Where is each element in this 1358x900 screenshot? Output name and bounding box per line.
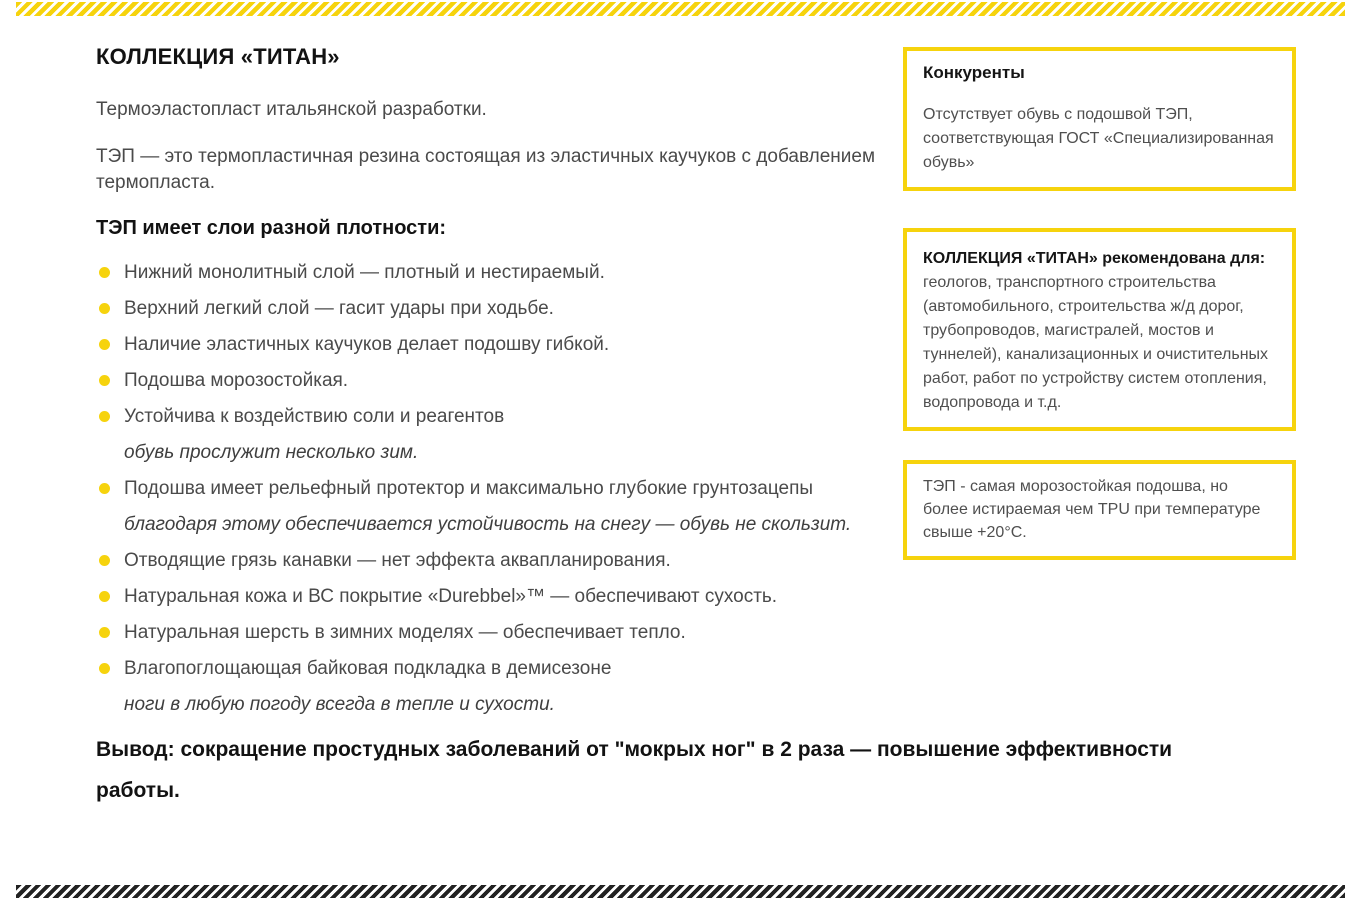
recommended-text: геологов, транспортного строительства (автомобильного, строительства ж/д дорог, трубопроводов, магистралей, мостов и туннелей), канализационных и очистительных работ, работ по устройству систем отопления, водопровода и т.д. — [923, 274, 1269, 411]
competitors-body: Отсутствует обувь с подошвой ТЭП, соответствующая ГОСТ «Специализированная обувь» — [923, 106, 1274, 171]
bullet-dot-icon — [99, 267, 110, 278]
list-item-text: Натуральная кожа и ВС покрытие «Durebbel»™ — обеспечивают сухость. — [124, 586, 778, 607]
list-item-text: Подошва имеет рельефный протектор и максимально глубокие грунтозацепы — [124, 478, 814, 499]
list-item-text: Нижний монолитный слой — плотный и нестираемый. — [124, 262, 605, 283]
bullet-dot-icon — [99, 303, 110, 314]
bullet-dot-icon — [99, 411, 110, 422]
recommended-lead: КОЛЛЕКЦИЯ «ТИТАН» рекомендована для: — [923, 250, 1266, 267]
list-item-note — [96, 512, 896, 537]
list-item-text: Устойчива к воздействию соли и реагентов — [124, 406, 505, 427]
conclusion-text: Вывод: сокращение простудных заболеваний от "мокрых ног" в 2 раза — повышение эффективности работы. — [96, 738, 1173, 802]
list-item — [96, 548, 896, 573]
list-item-text: Подошва морозостойкая. — [124, 370, 349, 391]
sidebar-box-tep-note — [903, 460, 1296, 560]
list-item — [96, 260, 896, 285]
list-item — [96, 296, 896, 321]
list-item-text: ноги в любую погоду всегда в тепле и сухости. — [124, 694, 555, 715]
bullet-dot-icon — [99, 483, 110, 494]
list-item — [96, 368, 896, 393]
list-heading: ТЭП имеет слои разной плотности: — [96, 217, 447, 239]
list-item — [96, 404, 896, 429]
sidebar-box-competitors — [903, 47, 1296, 191]
list-item — [96, 332, 896, 357]
page-title: КОЛЛЕКЦИЯ «ТИТАН» — [96, 44, 340, 69]
list-item — [96, 476, 896, 501]
list-item-text: Натуральная шерсть в зимних моделях — обеспечивает тепло. — [124, 622, 686, 643]
list-item-text: Влагопоглощающая байковая подкладка в демисезоне — [124, 658, 612, 679]
sidebar-box-recommended — [903, 228, 1296, 431]
hazard-stripe-bottom — [16, 885, 1345, 898]
bullet-dot-icon — [99, 591, 110, 602]
list-item-note — [96, 692, 896, 717]
list-item-text: обувь прослужит несколько зим. — [124, 442, 419, 463]
list-item — [96, 584, 896, 609]
intro-paragraph-2: ТЭП — это термопластичная резина состоящая из эластичных каучуков с добавлением термопласта. — [96, 146, 876, 193]
intro-paragraph-1: Термоэластопласт итальянской разработки. — [96, 99, 487, 120]
tep-note-body: ТЭП - самая морозостойкая подошва, но более истираемая чем TPU при температуре свыше +20°C. — [923, 478, 1261, 541]
bullet-dot-icon — [99, 375, 110, 386]
list-item-text: Верхний легкий слой — гасит удары при ходьбе. — [124, 298, 554, 319]
bullet-dot-icon — [99, 627, 110, 638]
list-item — [96, 656, 896, 681]
list-item-text: благодаря этому обеспечивается устойчивость на снегу — обувь не скользит. — [124, 514, 852, 535]
competitors-title: Конкуренты — [923, 63, 1025, 82]
hazard-stripe-top — [16, 2, 1345, 16]
list-item-text: Отводящие грязь канавки — нет эффекта аквапланирования. — [124, 550, 671, 571]
bullet-dot-icon — [99, 663, 110, 674]
list-item-note — [96, 440, 896, 465]
bullet-dot-icon — [99, 339, 110, 350]
feature-list — [96, 260, 896, 717]
bullet-dot-icon — [99, 555, 110, 566]
list-item — [96, 620, 896, 645]
recommended-body — [923, 247, 1276, 415]
list-item-text: Наличие эластичных каучуков делает подошву гибкой. — [124, 334, 610, 355]
